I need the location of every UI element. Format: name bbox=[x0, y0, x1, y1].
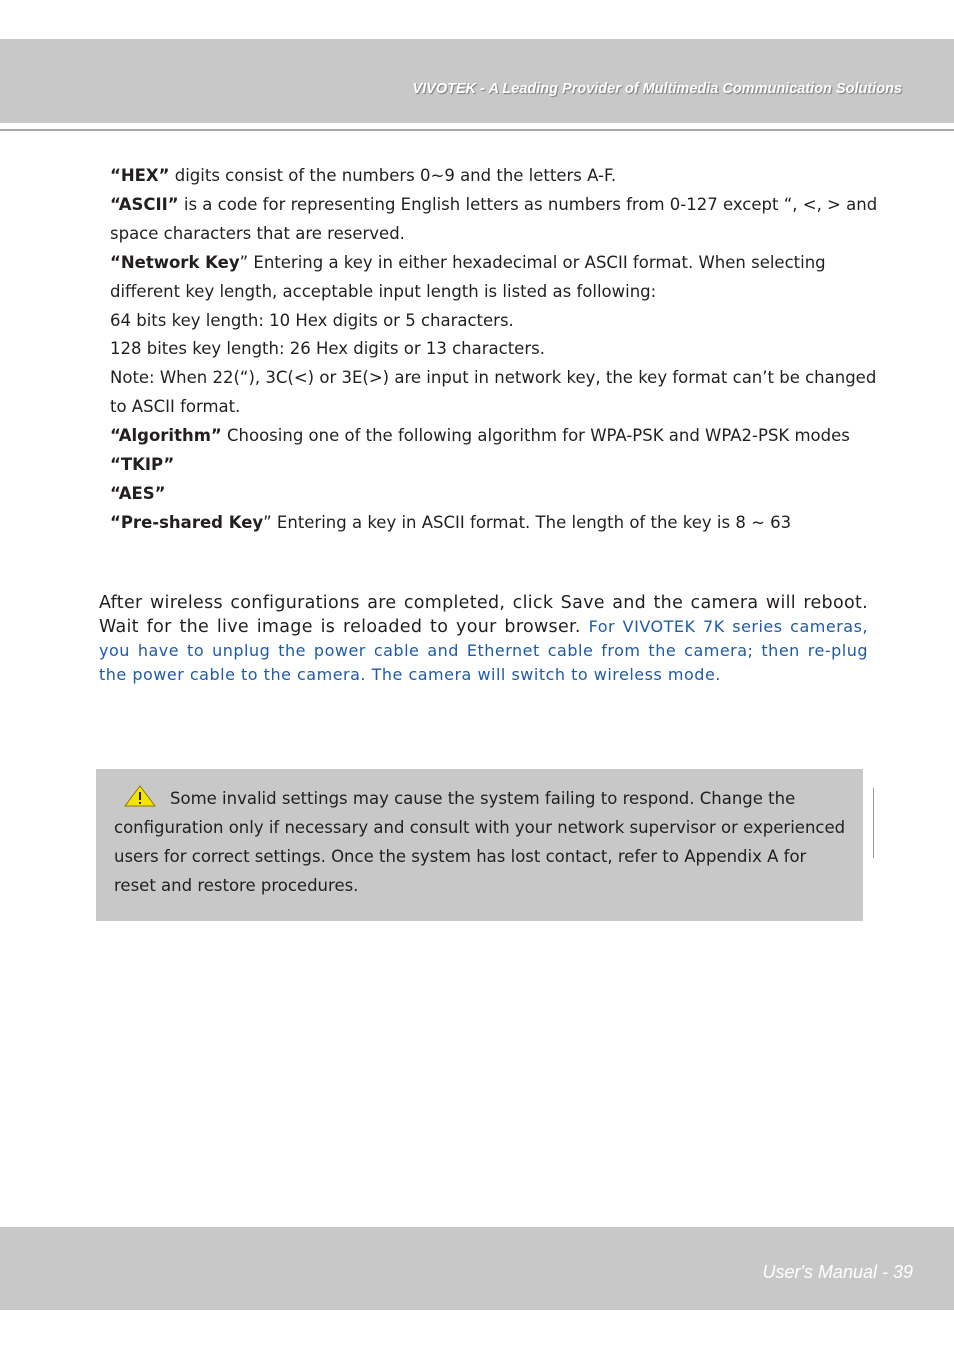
term: “AES” bbox=[110, 483, 166, 503]
definition-text: Choosing one of the following algorithm for WPA-PSK and WPA2-PSK modes bbox=[221, 426, 850, 446]
instruction-text: After wireless configurations are completed, click Save and the camera will reboot. Wait for the live image is reloaded to your browser. bbox=[99, 593, 868, 637]
term: “TKIP” bbox=[110, 455, 175, 475]
key-length-128 bbox=[110, 335, 880, 364]
warning-triangle-icon bbox=[124, 785, 156, 807]
footer-band bbox=[0, 1227, 954, 1310]
term: “Pre-shared Key bbox=[110, 512, 264, 532]
warning-text-block bbox=[114, 785, 849, 901]
definition-hex bbox=[110, 162, 880, 191]
definition-text: ” Entering a key in ASCII format. The length of the key is 8 ~ 63 bbox=[263, 512, 792, 532]
definition-text: is a code for representing English letters as numbers from 0-127 except “, <, > and space characters that are reserved. bbox=[110, 194, 878, 243]
header-band bbox=[0, 39, 954, 123]
algorithm-tkip bbox=[110, 451, 880, 480]
network-key-note bbox=[110, 364, 880, 422]
warning-message: Some invalid settings may cause the system failing to respond. Change the configuration only if necessary and consult with your network supervisor or experienced users for correct settings. Once the system has lost contact, refer to Appendix A for reset and restore procedures. bbox=[114, 789, 846, 895]
term: “Network Key bbox=[110, 252, 240, 272]
definition-network-key bbox=[110, 249, 880, 307]
instruction-note-blue: For VIVOTEK 7K series cameras, you have to unplug the power cable and Ethernet cable from the camera; then re-plug the power cable to the camera. The camera will switch to wireless mode. bbox=[99, 617, 868, 684]
definition-text: ” Entering a key in either hexadecimal or ASCII format. When selecting different key length, acceptable input length is listed as following: bbox=[110, 252, 826, 301]
page-number: User's Manual - 39 bbox=[762, 1262, 913, 1282]
header-divider bbox=[0, 129, 954, 131]
instruction-paragraph bbox=[99, 591, 868, 687]
definition-text: digits consist of the numbers 0~9 and the letters A-F. bbox=[169, 166, 617, 185]
term: “HEX” bbox=[110, 166, 170, 185]
definition-text: 128 bites key length: 26 Hex digits or 13 characters. bbox=[110, 339, 545, 359]
term: “ASCII” bbox=[110, 194, 179, 214]
definition-text: Note: When 22(“), 3C(<) or 3E(>) are input in network key, the key format can’t be changed to ASCII format. bbox=[110, 368, 877, 417]
key-length-64 bbox=[110, 307, 880, 336]
margin-line bbox=[873, 788, 874, 858]
algorithm-aes bbox=[110, 480, 880, 509]
term: “Algorithm” bbox=[110, 426, 222, 446]
definition-algorithm bbox=[110, 422, 880, 451]
definition-ascii bbox=[110, 191, 880, 249]
definitions-list bbox=[110, 162, 880, 538]
warning-box bbox=[96, 769, 863, 921]
definition-pre-shared-key bbox=[110, 509, 880, 538]
header-title: VIVOTEK - A Leading Provider of Multimedia Communication Solutions bbox=[412, 81, 902, 97]
definition-text: 64 bits key length: 10 Hex digits or 5 characters. bbox=[110, 310, 514, 330]
